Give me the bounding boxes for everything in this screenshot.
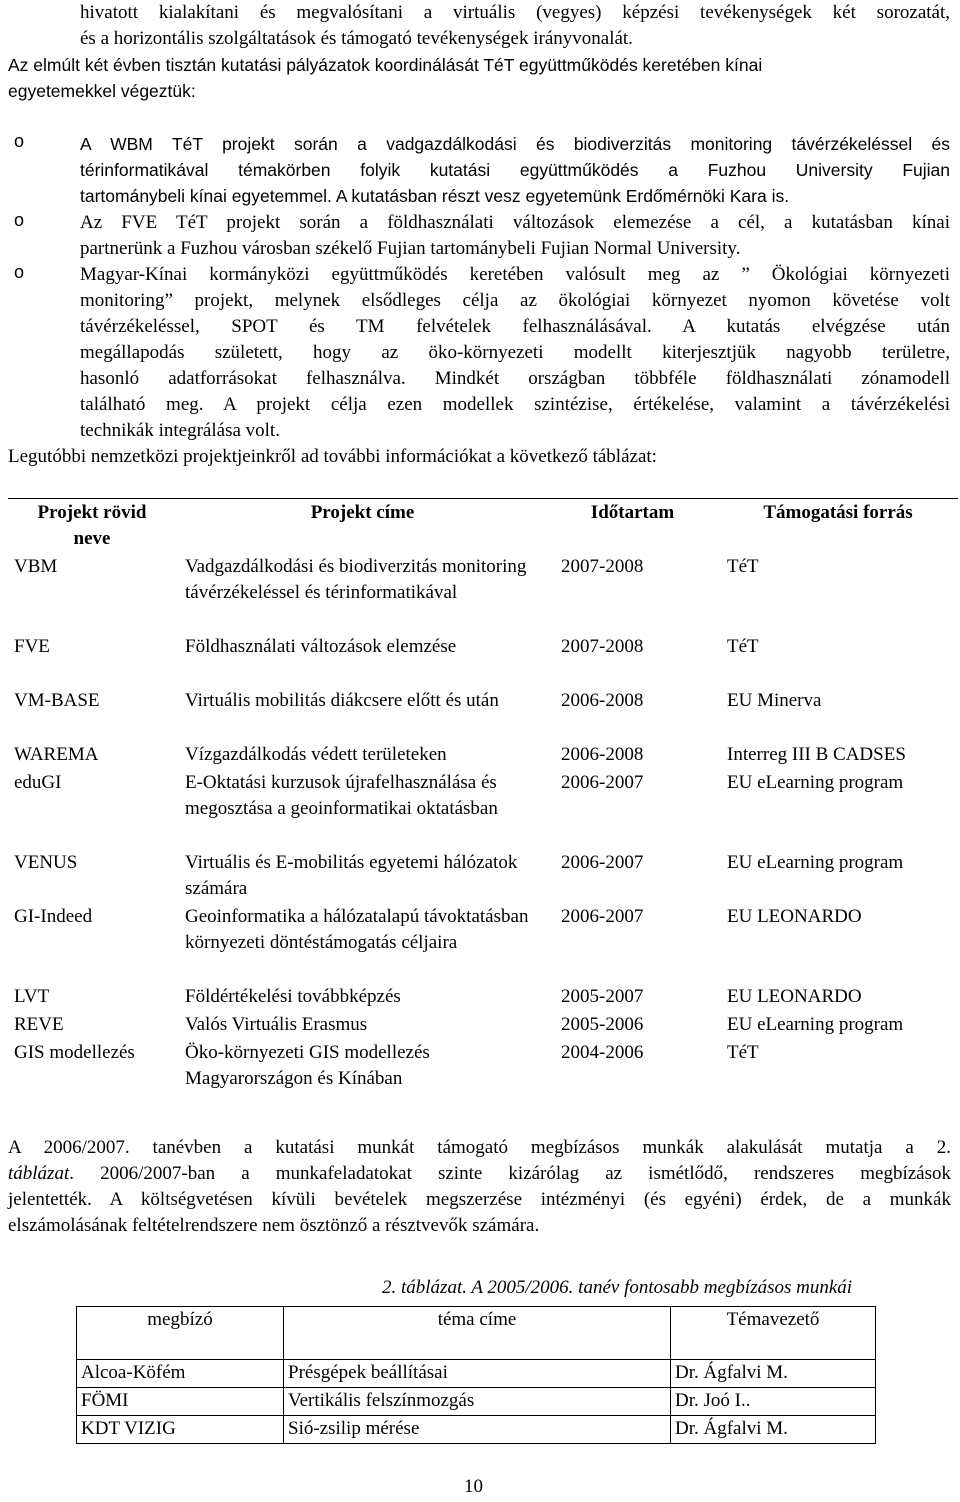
- table-header-row: [77, 1307, 876, 1360]
- source-cell: EU LEONARDO: [727, 986, 862, 1007]
- bullet-line: Az FVE TéT projekt során a földhasználati változások elemezése a cél, a kutatásban kínai: [80, 212, 950, 233]
- bullet-marker: o: [14, 131, 25, 151]
- period-cell: 2006-2008: [561, 690, 644, 711]
- title-cell: Földhasználati változások elemzése: [185, 636, 457, 657]
- page-number: 10: [464, 1476, 483, 1497]
- table-header-title: Projekt címe: [310, 502, 415, 523]
- table-header-source: Támogatási forrás: [763, 502, 913, 523]
- short-name-cell: VBM: [14, 556, 58, 577]
- para-line: [8, 1161, 951, 1187]
- intro-paragraph-2: [8, 52, 958, 104]
- client-cell: FÖMI: [77, 1388, 284, 1416]
- period-cell: 2004-2006: [561, 1042, 644, 1063]
- short-name-cell: eduGI: [14, 772, 62, 793]
- source-cell: Interreg III B CADSES: [727, 744, 906, 765]
- bullet-line: tartománybeli kínai egyetemmel. A kutatásban részt vesz egyetemünk Erdőmérnöki Kara is.: [80, 186, 790, 206]
- period-cell: 2005-2007: [561, 986, 644, 1007]
- topic-cell: Vertikális felszínmozgás: [284, 1388, 671, 1416]
- bullet-marker: o: [14, 210, 25, 230]
- title-cell: Vízgazdálkodás védett területeken: [185, 744, 447, 765]
- title-cell: Virtuális és E-mobilitás egyetemi hálózatok számára: [185, 852, 518, 899]
- bullet-line: partnerünk a Fuzhou városban székelő Fujian tartománybeli Fujian Normal University.: [80, 238, 741, 259]
- source-cell: EU eLearning program: [727, 852, 904, 873]
- intro-line: Az elmúlt két évben tisztán kutatási pályázatok koordinálását TéT együttműködés keretében kínai: [8, 55, 763, 75]
- bullet-line: monitoring” projekt, melynek elsődleges célja az ökológiai környezet nyomon követése volt: [80, 290, 950, 311]
- title-cell: Valós Virtuális Erasmus: [185, 1014, 368, 1035]
- period-cell: 2006-2008: [561, 744, 644, 765]
- para-line: A 2006/2007. tanévben a kutatási munkát támogató megbízásos munkák alakulását mutatja a 2.: [8, 1137, 951, 1158]
- client-cell: Alcoa-Köfém: [77, 1360, 284, 1388]
- intro-paragraph: [80, 0, 950, 52]
- bullet-line: távérzékeléssel, SPOT és TM felvételek felhasználásával. A kutatás elvégzése után: [80, 316, 950, 337]
- lead-cell: Dr. Ágfalvi M.: [671, 1360, 876, 1388]
- short-name-cell: REVE: [14, 1014, 64, 1035]
- short-name-cell: LVT: [14, 986, 50, 1007]
- short-name-cell: GI-Indeed: [14, 906, 93, 927]
- topic-cell: Présgépek beállításai: [284, 1360, 671, 1388]
- source-cell: EU LEONARDO: [727, 906, 862, 927]
- table-row: [77, 1416, 876, 1444]
- table-intro: Legutóbbi nemzetközi projektjeinkről ad további információkat a következő táblázat:: [8, 446, 657, 467]
- table-header-short-name: Projekt rövid neve: [37, 502, 147, 549]
- short-name-cell: VM-BASE: [14, 690, 100, 711]
- table-reference: táblázat: [8, 1163, 70, 1184]
- source-cell: EU Minerva: [727, 690, 822, 711]
- short-name-cell: WAREMA: [14, 744, 99, 765]
- period-cell: 2005-2006: [561, 1014, 644, 1035]
- topic-cell: Sió-zsilip mérése: [284, 1416, 671, 1444]
- source-cell: TéT: [727, 1042, 759, 1063]
- source-cell: EU eLearning program: [727, 1014, 904, 1035]
- short-name-cell: GIS modellezés: [14, 1042, 135, 1063]
- period-cell: 2006-2007: [561, 772, 644, 793]
- intro-line: egyetemekkel végeztük:: [8, 81, 196, 101]
- source-cell: EU eLearning program: [727, 772, 904, 793]
- bullet-line: található meg. A projekt célja ezen modellek szintézise, értékelése, valamint a távérzékelési: [80, 394, 950, 415]
- period-cell: 2007-2008: [561, 636, 644, 657]
- period-cell: 2006-2007: [561, 852, 644, 873]
- short-name-cell: FVE: [14, 636, 50, 657]
- table-header-period: Időtartam: [590, 502, 675, 523]
- source-cell: TéT: [727, 636, 759, 657]
- title-cell: Földértékelési továbbképzés: [185, 986, 401, 1007]
- para-line: jelentették. A költségvetésen kívüli bevételek megszerzése intézményi (és egyéni) érdek, de a munkák: [8, 1189, 951, 1210]
- period-cell: 2006-2007: [561, 906, 644, 927]
- bullet-item: [80, 262, 950, 444]
- assignments-table: [76, 1306, 876, 1444]
- table-top-rule: [8, 498, 958, 499]
- bullet-line: technikák integrálása volt.: [80, 420, 280, 441]
- title-cell: Vadgazdálkodási és biodiverzitás monitoring távérzékeléssel és térinformatikával: [185, 556, 527, 603]
- intro-line: hivatott kialakítani és megvalósítani a virtuális (vegyes) képzési tevékenységek két sorozatát,: [80, 2, 950, 23]
- bullet-marker: o: [14, 262, 25, 282]
- table-row: [77, 1388, 876, 1416]
- para-line: elszámolásának feltételrendszere nem ösztönző a résztvevők számára.: [8, 1215, 540, 1236]
- intro-line: és a horizontális szolgáltatások és támogató tevékenységek irányvonalát.: [80, 28, 633, 49]
- bullet-line: hasonló adatforrásokat felhasználva. Mindkét országban többféle földhasználati zónamodell: [80, 368, 950, 389]
- title-cell: Geoinformatika a hálózatalapú távoktatásban környezeti döntéstámogatás céljaira: [185, 906, 529, 953]
- title-cell: Öko-környezeti GIS modellezés Magyarországon és Kínában: [185, 1042, 430, 1089]
- bullet-line: A WBM TéT projekt során a vadgazdálkodási és biodiverzitás monitoring távérzékeléssel és: [80, 134, 950, 154]
- bullet-line: térinformatikával témakörben folyik kutatási együttműködés a Fuzhou University Fujian: [80, 160, 950, 180]
- title-cell: Virtuális mobilitás diákcsere előtt és után: [185, 690, 499, 711]
- table-header-client: megbízó: [77, 1307, 284, 1360]
- source-cell: TéT: [727, 556, 759, 577]
- paragraph-2: [8, 1135, 951, 1239]
- bullet-item: [80, 210, 950, 262]
- title-cell: E-Oktatási kurzusok újrafelhasználása és megosztása a geoinformatikai oktatásban: [185, 772, 498, 819]
- para-line-rest: . 2006/2007-ban a munkafeladatokat szinte kizárólag az ismétlődő, rendszeres megbízások: [69, 1163, 951, 1184]
- period-cell: 2007-2008: [561, 556, 644, 577]
- table-caption: 2. táblázat. A 2005/2006. tanév fontosabb megbízásos munkái: [382, 1277, 853, 1298]
- bullet-line: Magyar-Kínai kormányközi együttműködés keretében valósult meg az ” Ökológiai környezeti: [80, 264, 950, 285]
- bullet-line: megállapodás született, hogy az öko-környezeti modellt kiterjesztjük nagyobb területre,: [80, 342, 950, 363]
- lead-cell: Dr. Ágfalvi M.: [671, 1416, 876, 1444]
- table-header-topic: téma címe: [284, 1307, 671, 1360]
- table-row: [77, 1360, 876, 1388]
- bullet-item: [80, 131, 950, 209]
- short-name-cell: VENUS: [14, 852, 78, 873]
- client-cell: KDT VIZIG: [77, 1416, 284, 1444]
- table-header-lead: Témavezető: [671, 1307, 876, 1360]
- lead-cell: Dr. Joó I..: [671, 1388, 876, 1416]
